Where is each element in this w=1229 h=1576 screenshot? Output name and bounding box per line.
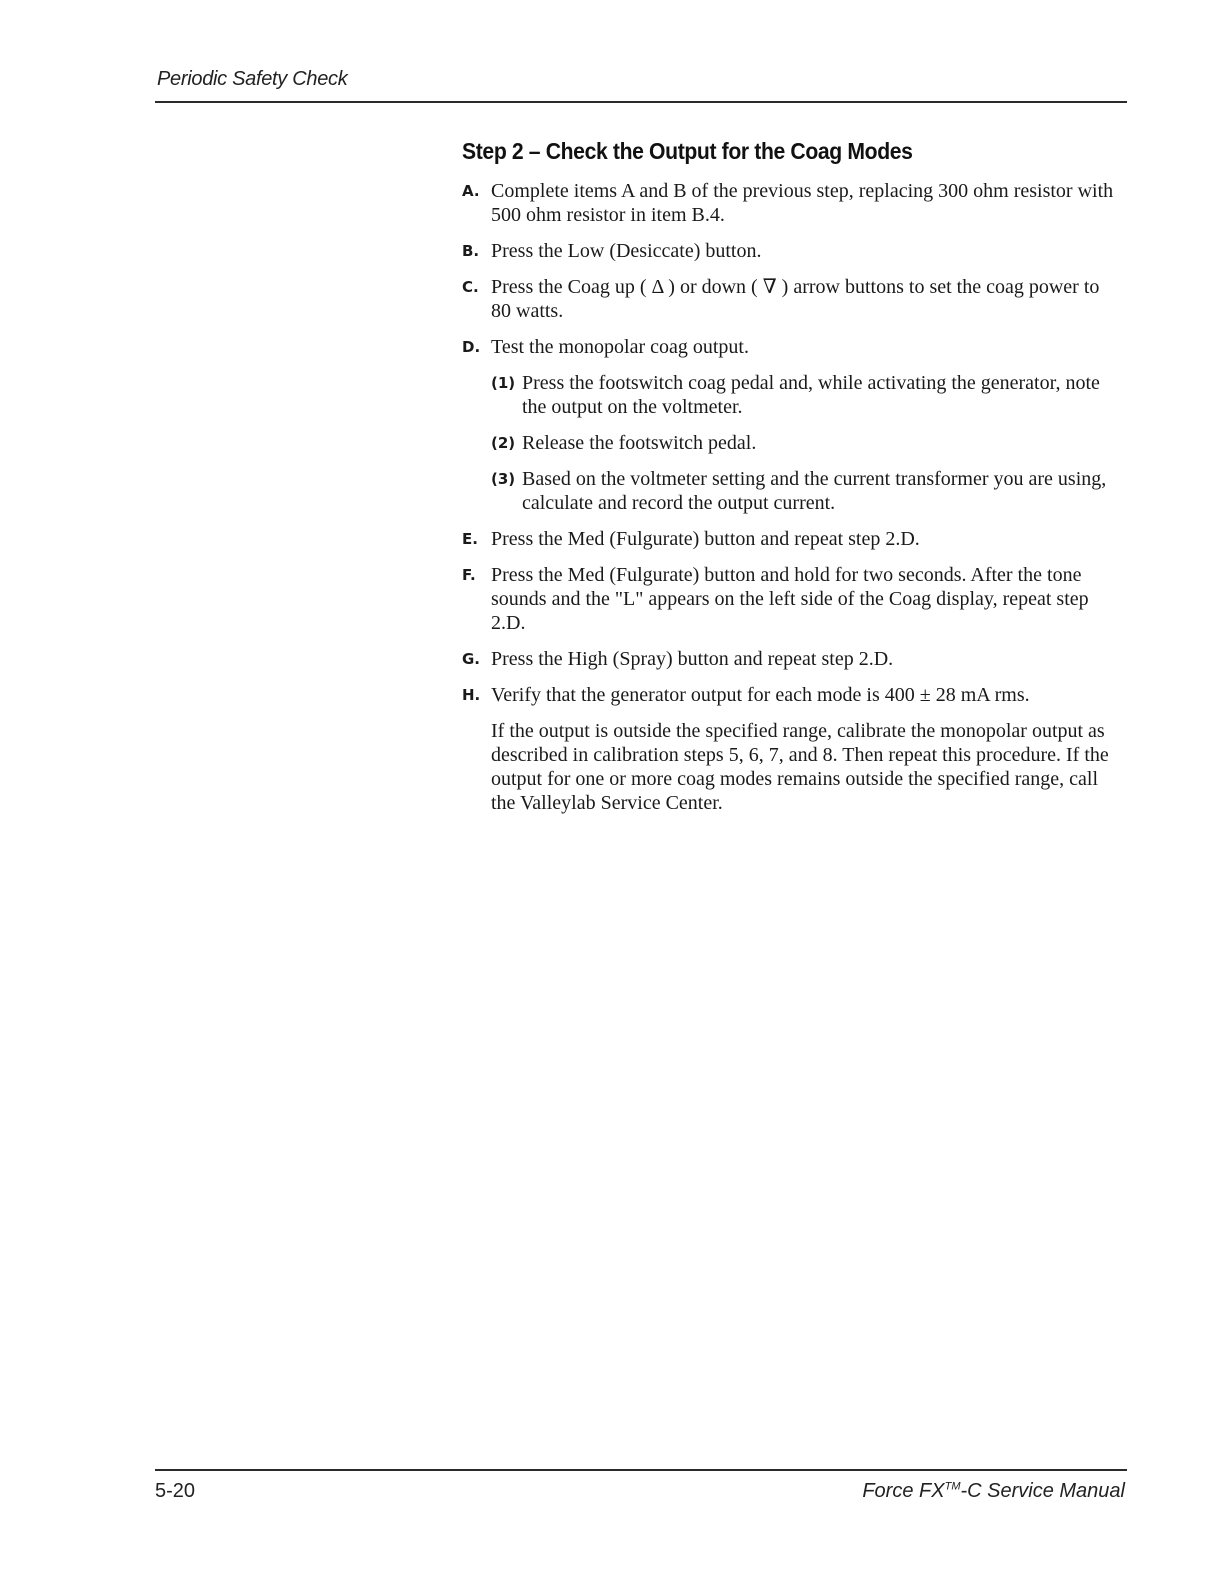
item-text: Complete items A and B of the previous step, replacing 300 ohm resistor with 500 ohm resistor in item B.4. [491, 180, 1114, 226]
list-item-d [462, 335, 1122, 359]
item-marker: E. [462, 530, 478, 548]
item-marker: D. [462, 338, 481, 356]
item-text: Test the monopolar coag output. [491, 336, 749, 358]
subitem-text: Release the footswitch pedal. [522, 432, 757, 454]
item-text: Press the Coag up ( Δ ) or down ( ∇ ) arrow buttons to set the coag power to 80 watts. [491, 276, 1100, 322]
footer-rule [155, 1469, 1127, 1471]
sublist-item-1 [491, 371, 1122, 419]
item-text: Press the Low (Desiccate) button. [491, 240, 762, 262]
item-marker: F. [462, 566, 476, 584]
list-item-f [462, 563, 1122, 635]
subitem-text: Press the footswitch coag pedal and, while activating the generator, note the output on the voltmeter. [522, 372, 1100, 418]
manual-title-suffix: -C Service Manual [960, 1480, 1125, 1502]
subitem-marker: (3) [491, 470, 516, 488]
list-item-e [462, 527, 1122, 551]
running-header: Periodic Safety Check [157, 68, 348, 90]
subitem-text: Based on the voltmeter setting and the current transformer you are using, calculate and record the output current. [522, 468, 1107, 514]
item-text: Press the Med (Fulgurate) button and hold for two seconds. After the tone sounds and the "L" appears on the left side of the Coag display, repeat step 2.D. [491, 564, 1089, 634]
subitem-marker: (1) [491, 374, 516, 392]
item-marker: A. [462, 182, 480, 200]
list-item-h [462, 683, 1122, 707]
item-text: Verify that the generator output for each mode is 400 ± 28 mA rms. [491, 684, 1030, 706]
sublist-item-3 [491, 467, 1122, 515]
list-item-c [462, 275, 1122, 323]
list-item-b [462, 239, 1122, 263]
item-marker: H. [462, 686, 481, 704]
step-title: Step 2 – Check the Output for the Coag Modes [462, 138, 913, 164]
list-item-g [462, 647, 1122, 671]
subitem-marker: (2) [491, 434, 516, 452]
item-text: Press the High (Spray) button and repeat step 2.D. [491, 648, 894, 670]
item-marker: B. [462, 242, 480, 260]
manual-title [862, 1480, 1125, 1503]
sublist-d [491, 371, 1122, 515]
list-item-a [462, 179, 1122, 227]
step-content [462, 138, 1122, 815]
header-rule [155, 101, 1127, 103]
sublist-item-2 [491, 431, 1122, 455]
trademark-mark: TM [944, 1480, 961, 1493]
page-number: 5-20 [155, 1480, 196, 1502]
item-text: Press the Med (Fulgurate) button and repeat step 2.D. [491, 528, 920, 550]
range-note: If the output is outside the specified range, calibrate the monopolar output as described in calibration steps 5, 6, 7, and 8. Then repeat this procedure. If the output for one or more coag modes remains outside the specified range, call the Valleylab Service Center. [491, 720, 1109, 814]
manual-title-prefix: Force FX [862, 1480, 945, 1502]
item-marker: G. [462, 650, 481, 668]
item-marker: C. [462, 278, 479, 296]
